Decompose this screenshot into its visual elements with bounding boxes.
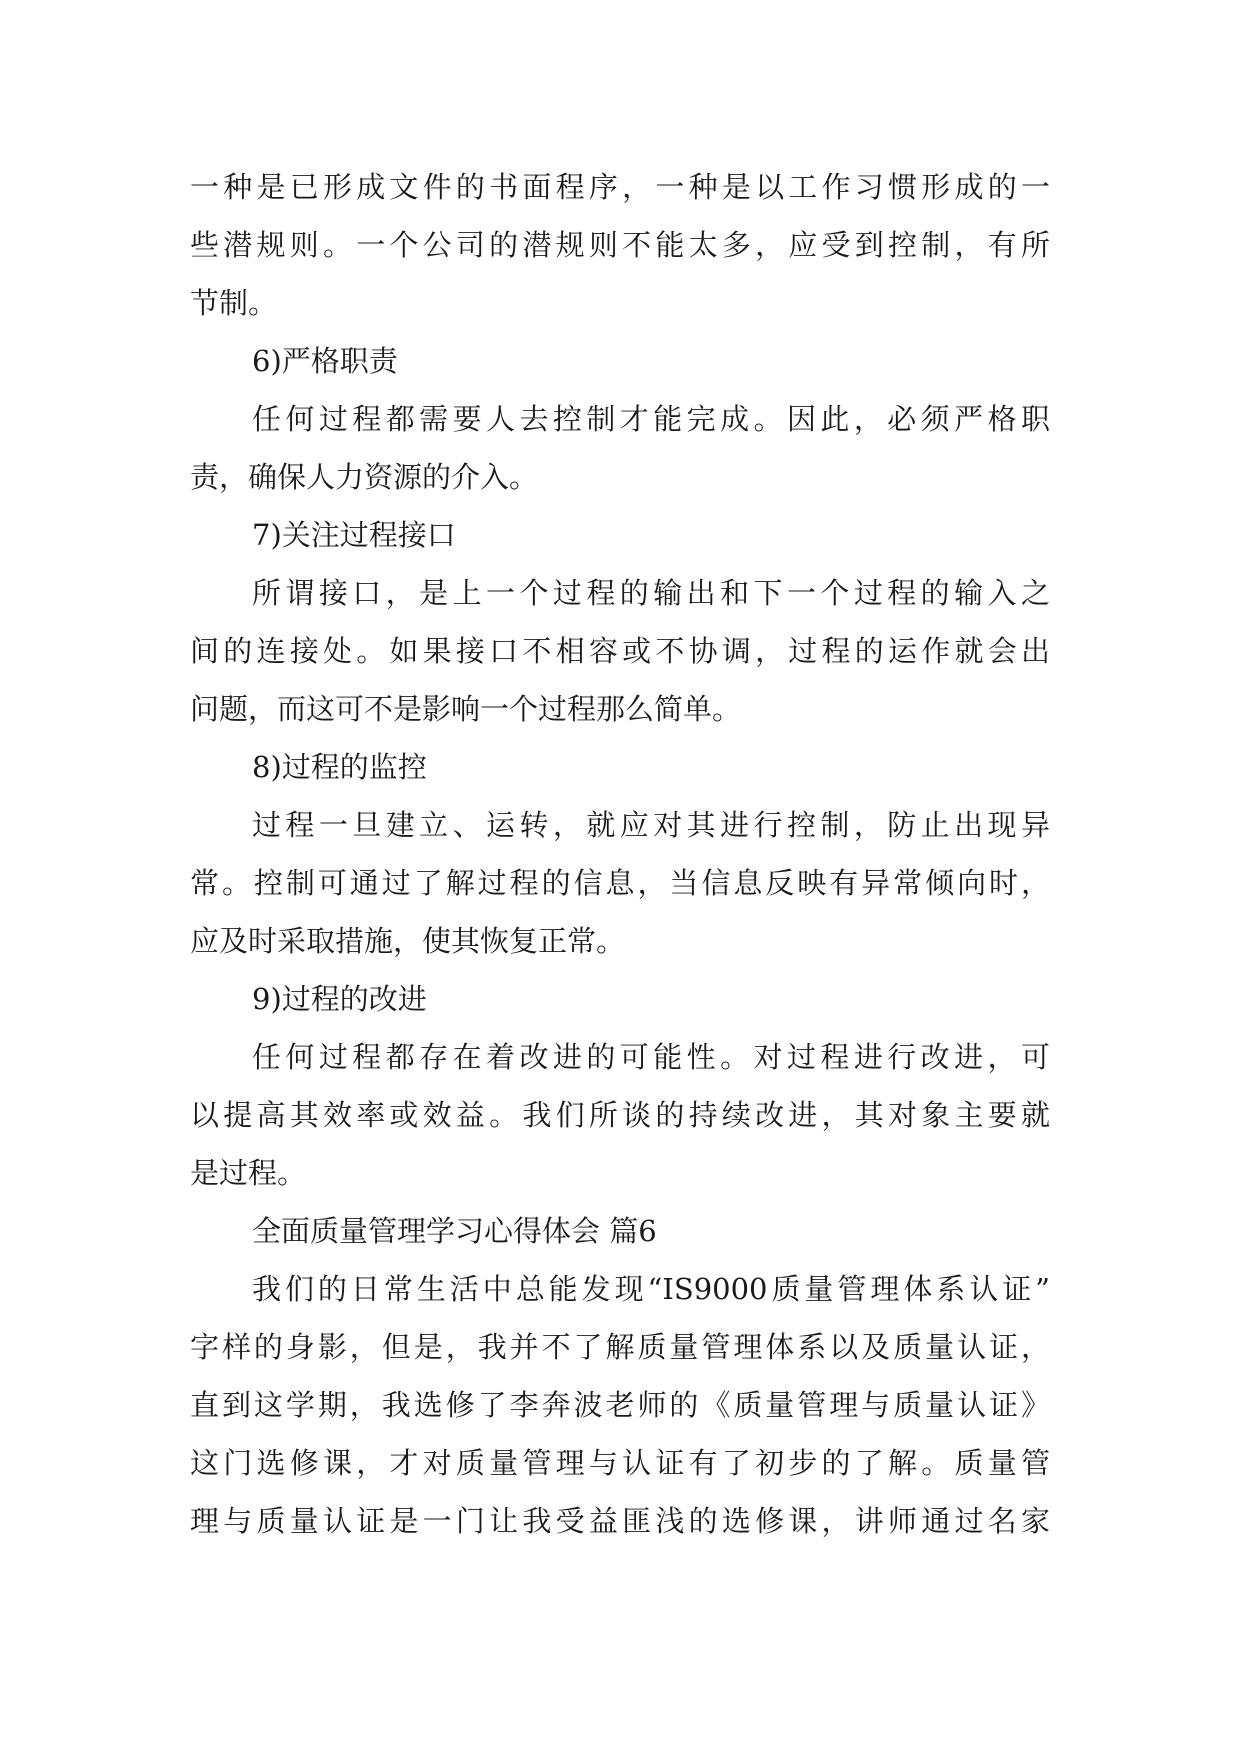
text-line: 间的连接处。如果接口不相容或不协调，过程的运作就会出 (190, 634, 1050, 668)
article-title: 全面质量管理学习心得体会 篇6 (252, 1214, 657, 1248)
document-body (190, 158, 1050, 1550)
section-heading: 7)关注过程接口 (252, 518, 456, 552)
text-line: 责，确保人力资源的介入。 (190, 460, 539, 494)
text-line: 问题，而这可不是影响一个过程那么简单。 (190, 692, 742, 726)
text-line: 些潜规则。一个公司的潜规则不能太多，应受到控制，有所 (190, 228, 1050, 262)
text-line: 以提高其效率或效益。我们所谈的持续改进，其对象主要就 (190, 1098, 1050, 1132)
section-heading: 9)过程的改进 (252, 982, 427, 1016)
section-heading: 6)严格职责 (252, 344, 398, 378)
text-line: 所谓接口，是上一个过程的输出和下一个过程的输入之 (252, 576, 1050, 610)
text-line: 常。控制可通过了解过程的信息，当信息反映有异常倾向时， (190, 866, 1050, 900)
text-line: 直到这学期，我选修了李奔波老师的《质量管理与质量认证》 (190, 1388, 1050, 1422)
text-line: 是过程。 (190, 1156, 307, 1190)
text-line: 应及时采取措施，使其恢复正常。 (190, 924, 626, 958)
text-line: 我们的日常生活中总能发现“IS9000质量管理体系认证” (252, 1272, 1050, 1306)
text-line: 理与质量认证是一门让我受益匪浅的选修课，讲师通过名家 (190, 1504, 1050, 1538)
text-line: 一种是已形成文件的书面程序，一种是以工作习惯形成的一 (190, 170, 1050, 204)
text-line: 任何过程都存在着改进的可能性。对过程进行改进，可 (252, 1040, 1050, 1074)
text-line: 字样的身影，但是，我并不了解质量管理体系以及质量认证， (190, 1330, 1050, 1364)
text-line: 节制。 (190, 286, 278, 320)
text-line: 过程一旦建立、运转，就应对其进行控制，防止出现异 (252, 808, 1050, 842)
text-line: 这门选修课，才对质量管理与认证有了初步的了解。质量管 (190, 1446, 1050, 1480)
section-heading: 8)过程的监控 (252, 750, 427, 784)
text-line: 任何过程都需要人去控制才能完成。因此，必须严格职 (252, 402, 1050, 436)
